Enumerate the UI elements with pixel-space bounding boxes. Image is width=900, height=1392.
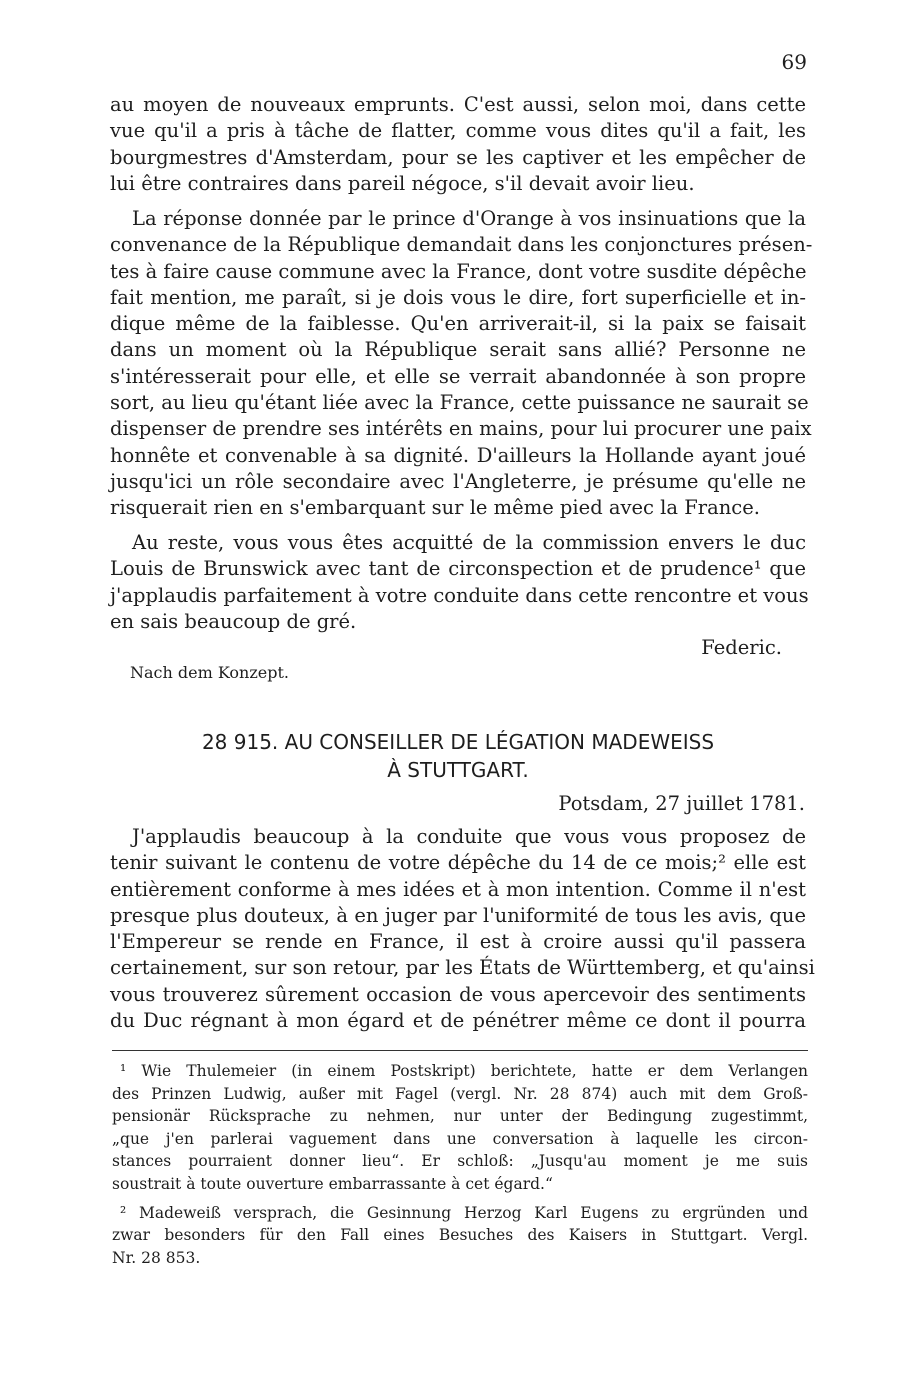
- footnote-line: zwar besonders für den Fall eines Besuches des Kaisers in Stuttgart. Vergl.: [112, 1226, 808, 1245]
- text-line: certainement, sur son retour, par les États de Württemberg, et qu'ainsi: [110, 956, 815, 980]
- footnotes: [112, 1060, 808, 1269]
- text-line: sort, au lieu qu'étant liée avec la France, cette puissance ne saurait se: [110, 391, 809, 415]
- footnote-2: [112, 1202, 808, 1270]
- text-line: au moyen de nouveaux emprunts. C'est aussi, selon moi, dans cette: [110, 93, 806, 116]
- text-line: dique même de la faiblesse. Qu'en arriverait-il, si la paix se faisait: [110, 312, 806, 336]
- text-line: lui être contraires dans pareil négoce, s'il devait avoir lieu.: [110, 171, 695, 195]
- text-line: fait mention, me paraît, si je dois vous le dire, fort superficielle et in-: [110, 285, 806, 309]
- footnote-line: Nr. 28 853.: [112, 1248, 201, 1267]
- text-line: La réponse donnée par le prince d'Orange à vos insinuations que la: [132, 207, 806, 230]
- footnote-line: soustrait à toute ouverture embarrassante à cet égard.“: [112, 1174, 553, 1193]
- dateline: Potsdam, 27 juillet 1781.: [558, 792, 805, 815]
- footnote-line: „que j'en parlerai vaguement dans une conversation à laquelle les circon-: [112, 1129, 808, 1148]
- text-line: en sais beaucoup de gré.: [110, 609, 357, 633]
- footnote-line: ² Madeweiß versprach, die Gesinnung Herzog Karl Eugens zu ergründen und: [120, 1203, 808, 1222]
- paragraph-brunswick: [110, 530, 809, 635]
- text-line: dans un moment où la République serait sans allié? Personne ne: [110, 338, 806, 362]
- footnote-line: stances pourraient donner lieu“. Er schloß: „Jusqu'au moment je me suis: [112, 1152, 808, 1171]
- text-line: Louis de Brunswick avec tant de circonspection et de prudence¹ que: [110, 557, 806, 581]
- text-line: vue qu'il a pris à tâche de flatter, comme vous dites qu'il a fait, les: [110, 119, 806, 143]
- text-line: risquerait rien en s'embarquant sur le même pied avec la France.: [110, 496, 760, 520]
- signature: Federic.: [701, 636, 782, 659]
- text-line: convenance de la République demandait dans les conjonctures présen-: [110, 233, 813, 257]
- source-note: Nach dem Konzept.: [130, 663, 289, 682]
- text-line: du Duc régnant à mon égard et de pénétrer même ce dont il pourra: [110, 1009, 806, 1033]
- text-line: l'Empereur se rende en France, il est à croire aussi qu'il passera: [110, 930, 806, 954]
- paragraph-stuttgart-letter: [110, 824, 815, 1034]
- footnote-divider: [112, 1050, 808, 1051]
- text-line: s'intéresserait pour elle, et elle se verrait abandonnée à son propre: [110, 364, 806, 388]
- text-line: vous trouverez sûrement occasion de vous apercevoir des sentiments: [110, 982, 806, 1006]
- letter-heading: [110, 728, 806, 784]
- footnote-line: pensionär Rücksprache zu nehmen, nur unter der Bedingung zugestimmt,: [112, 1107, 808, 1126]
- text-line: j'applaudis parfaitement à votre conduite dans cette rencontre et vous: [110, 583, 809, 607]
- paragraph-continuation: [110, 92, 806, 197]
- text-line: jusqu'ici un rôle secondaire avec l'Angleterre, je présume qu'elle ne: [110, 469, 806, 493]
- text-line: honnête et convenable à sa dignité. D'ailleurs la Hollande ayant joué: [110, 443, 806, 467]
- footnote-line: des Prinzen Ludwig, außer mit Fagel (vergl. Nr. 28 874) auch mit dem Groß-: [112, 1084, 808, 1103]
- paragraph-prince-orange: [110, 206, 813, 522]
- letter-heading-line-2: À STUTTGART.: [387, 758, 529, 782]
- page-number: 69: [781, 50, 807, 74]
- text-line: tes à faire cause commune avec la France, dont votre susdite dépêche: [110, 259, 807, 283]
- text-line: entièrement conforme à mes idées et à mon intention. Comme il n'est: [110, 877, 806, 901]
- footnote-line: ¹ Wie Thulemeier (in einem Postskript) berichtete, hatte er dem Verlangen: [120, 1062, 808, 1080]
- text-line: dispenser de prendre ses intérêts en mains, pour lui procurer une paix: [110, 417, 812, 441]
- footnote-1: [112, 1060, 808, 1196]
- text-line: presque plus douteux, à en juger par l'uniformité de tous les avis, que: [110, 903, 806, 927]
- text-line: Au reste, vous vous êtes acquitté de la commission envers le duc: [132, 531, 806, 554]
- text-line: tenir suivant le contenu de votre dépêche du 14 de ce mois;² elle est: [110, 851, 806, 875]
- text-line: J'applaudis beaucoup à la conduite que vous vous proposez de: [132, 825, 806, 848]
- text-line: bourgmestres d'Amsterdam, pour se les captiver et les empêcher de: [110, 145, 806, 169]
- letter-heading-line-1: 28 915. AU CONSEILLER DE LÉGATION MADEWEISS: [201, 730, 715, 754]
